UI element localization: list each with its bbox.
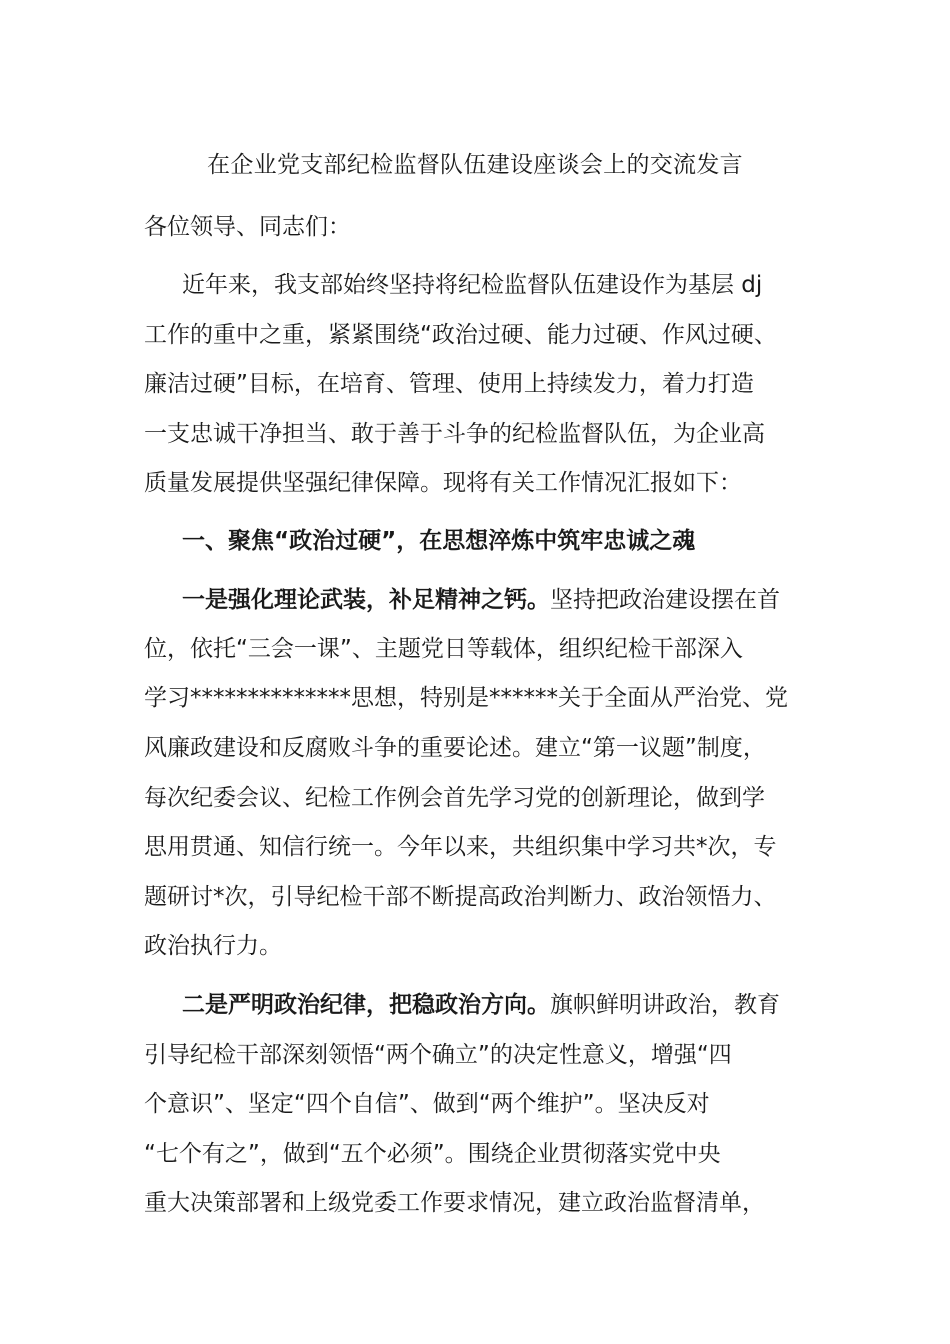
document-title: 在企业党支部纪检监督队伍建设座谈会上的交流发言 — [207, 152, 743, 178]
point-2-line-5: 重大决策部署和上级党委工作要求情况，建立政治监督清单， — [144, 1190, 765, 1216]
point-2-line-3: 个意识”、坚定“四个自信”、做到“两个维护”。坚决反对 — [144, 1091, 710, 1117]
point-1-line-6: 思用贯通、知信行统一。今年以来，共组织集中学习共*次，专 — [144, 834, 777, 860]
point-2-first-line — [182, 988, 862, 1022]
point-2-lead: 二是严明政治纪律，把稳政治方向。 — [182, 992, 550, 1018]
point-1-first-line-rest: 坚持把政治建设摆在首 — [550, 587, 780, 613]
intro-line-4: 一支忠诚干净担当、敢于善于斗争的纪检监督队伍，为企业高 — [144, 421, 765, 447]
point-1-line-8: 政治执行力。 — [144, 933, 282, 959]
point-2-line-2: 引导纪检干部深刻领悟“两个确立”的决定性意义，增强“四 — [144, 1042, 732, 1068]
intro-line-5: 质量发展提供坚强纪律保障。现将有关工作情况汇报如下： — [144, 470, 742, 496]
point-1-line-3: 学习**************思想，特别是******关于全面从严治党、党 — [144, 685, 788, 711]
point-1-line-7: 题研讨*次，引导纪检干部不断提高政治判断力、政治领悟力、 — [144, 884, 777, 910]
salutation: 各位领导、同志们： — [144, 214, 351, 240]
intro-line-3: 廉洁过硬”目标，在培育、管理、使用上持续发力，着力打造 — [144, 371, 754, 397]
intro-line-2: 工作的重中之重，紧紧围绕“政治过硬、能力过硬、作风过硬、 — [144, 322, 777, 348]
point-1-line-4: 风廉政建设和反腐败斗争的重要论述。建立“第一议题”制度， — [144, 735, 766, 761]
point-2-first-line-rest: 旗帜鲜明讲政治，教育 — [550, 992, 780, 1018]
point-2-line-4: “七个有之”，做到“五个必须”。围绕企业贯彻落实党中央 — [144, 1141, 721, 1167]
section-1-heading: 一、聚焦“政治过硬”，在思想淬炼中筑牢忠诚之魂 — [182, 528, 696, 554]
point-1-first-line — [182, 583, 862, 617]
point-1-line-2: 位，依托“三会一课”、主题党日等载体，组织纪检干部深入 — [144, 636, 743, 662]
point-1-line-5: 每次纪委会议、纪检工作例会首先学习党的创新理论，做到学 — [144, 785, 765, 811]
point-1-lead: 一是强化理论武装，补足精神之钙。 — [182, 587, 550, 613]
intro-line-1: 近年来，我支部始终坚持将纪检监督队伍建设作为基层 dj — [182, 272, 763, 298]
